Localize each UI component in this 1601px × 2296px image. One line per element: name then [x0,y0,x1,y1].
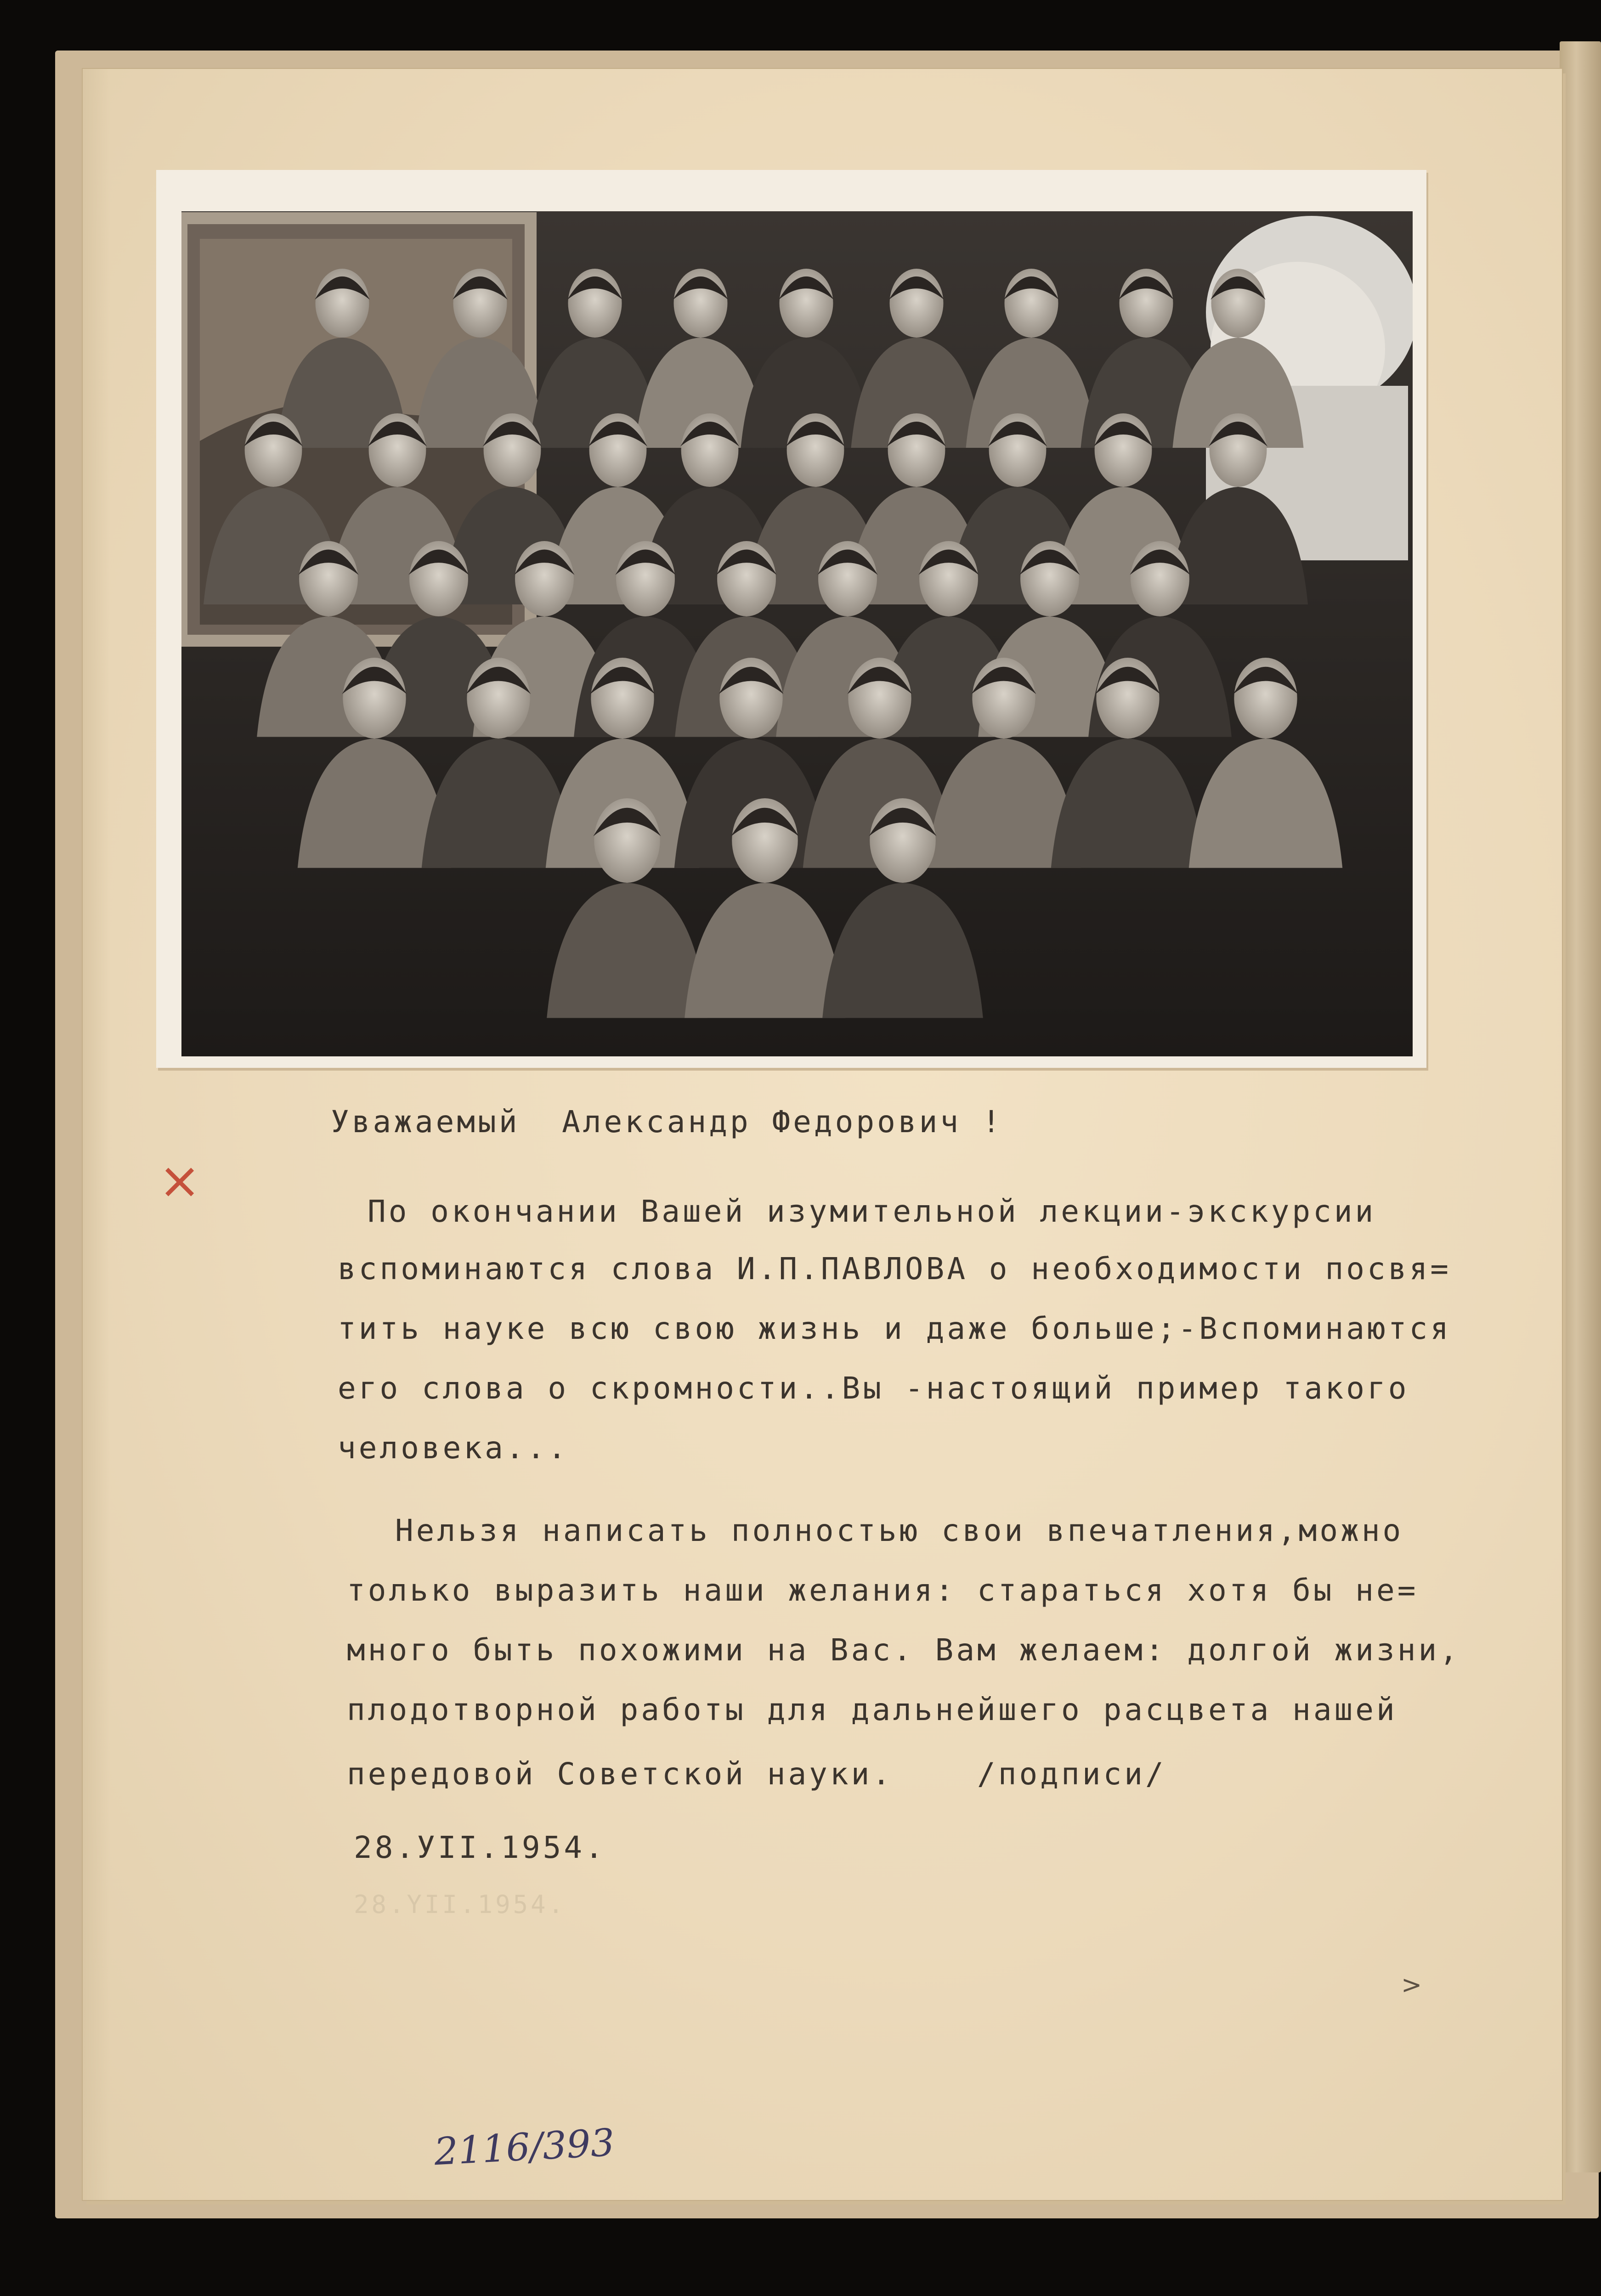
letter-line-4: его слова о скромности..Вы -настоящий пример такого [338,1371,1409,1406]
letter-line-6: Нельзя написать полностью свои впечатления,можно [395,1513,1404,1548]
letter-line-9: плодотворной работы для дальнейшего расцвета нашей [347,1692,1397,1727]
archive-number: 2116/393 [433,2121,616,2174]
letter-date: 28.УII.1954. [354,1830,606,1865]
folder-edge [1560,41,1601,2172]
group-portrait-drawing [181,211,1413,1056]
letter-line-8: много быть похожими на Вас. Вам желаем: долгой жизни, [347,1632,1460,1668]
letter-line-2: вспоминаются слова И.П.ПАВЛОВА о необходимости посвя= [338,1251,1451,1286]
letter-line-7: только выразить наши желания: стараться хотя бы не= [347,1573,1419,1608]
letter-line-5: человека... [338,1430,569,1466]
group-portrait-photo [181,211,1413,1056]
letter-line-10: передовой Советской науки. /подписи/ [347,1756,1166,1792]
letter-line-1: По окончании Вашей изумительной лекции-экскурсии [368,1194,1376,1229]
sheet-fold-shadow [83,69,110,2200]
red-pencil-cross: × [158,1151,201,1210]
letter-date-offset: 28.YII.1954. [354,1890,566,1919]
letter-salutation: Уважаемый Александр Федорович ! [331,1104,1003,1140]
side-pencil-mark: > [1401,1970,1422,1999]
letter-line-3: тить науке всю свою жизнь и даже больше;-Вспоминаются [338,1311,1451,1346]
